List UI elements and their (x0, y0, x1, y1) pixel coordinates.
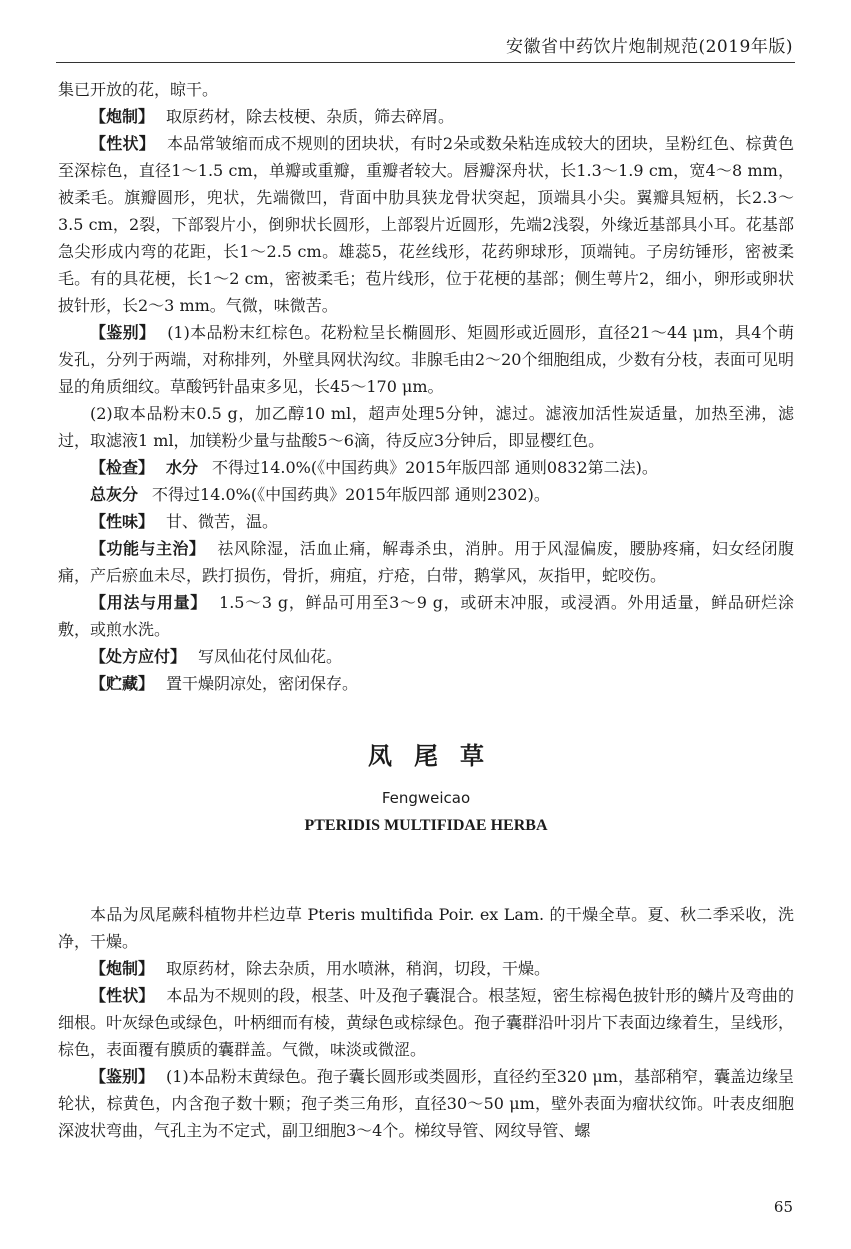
monograph-title-block (58, 739, 794, 837)
section-text: 写凤仙花付凤仙花。 (198, 647, 343, 666)
section-label: 【炮制】 (90, 107, 155, 126)
page-number: 65 (773, 1198, 793, 1216)
section-label: 【性状】 (90, 986, 155, 1005)
section-storage (58, 670, 794, 697)
section-text: 甘、微苦，温。 (166, 512, 279, 531)
section-text: (1)本品粉末黄绿色。孢子囊长圆形或类圆形，直径约至320 μm，基部稍窄，囊盖边缘呈轮状，棕黄色，内含孢子数十颗；孢子类三角形，直径30～50 μm，壁外表面为瘤状纹饰。叶表皮细胞深波状弯曲，气孔主为不定式，副卫细胞3～4个。梯纹导管、网纹导管、螺 (58, 1067, 794, 1140)
section-nature (58, 508, 794, 535)
section-label: 【性状】 (90, 134, 155, 153)
section-inspection (58, 454, 794, 481)
section-text: 祛风除湿，活血止痛，解毒杀虫，消肿。用于风湿偏废，腰胁疼痛，妇女经闭腹痛，产后瘀血未尽，跌打损伤，骨折，痈疽，疔疮，白带，鹅掌风，灰指甲，蛇咬伤。 (58, 539, 794, 585)
section-label: 【贮藏】 (90, 674, 155, 693)
section-processing (58, 103, 794, 130)
section-text: 取原药材，除去枝梗、杂质，筛去碎屑。 (166, 107, 455, 126)
ash-label: 总灰分 (90, 485, 139, 504)
moisture-text: 不得过14.0%(《中国药典》2015年版四部 通则0832第二法)。 (212, 458, 658, 477)
section-text: (1)本品粉末红棕色。花粉粒呈长椭圆形、矩圆形或近圆形，直径21～44 μm，具4个萌发孔，分列于两端，对称排列，外壁具网状沟纹。非腺毛由2～20个细胞组成，少数有分枝，表面可见明显的角质细纹。草酸钙针晶束多见，长45～170 μm。 (58, 323, 794, 396)
section-text: 置干燥阴凉处，密闭保存。 (166, 674, 359, 693)
section-identification-2 (58, 1063, 794, 1144)
section-total-ash (58, 481, 794, 508)
section-text: 本品为不规则的段，根茎、叶及孢子囊混合。根茎短，密生棕褐色披针形的鳞片及弯曲的细根。叶灰绿色或绿色，叶柄细而有棱，黄绿色或棕绿色。孢子囊群沿叶羽片下表面边缘着生，呈线形，棕色，表面覆有膜质的囊群盖。气微，味淡或微涩。 (58, 986, 795, 1059)
section-label: 【用法与用量】 (90, 593, 208, 612)
section-characters (58, 130, 794, 319)
section-label: 【炮制】 (90, 959, 155, 978)
book-title: 安徽省中药饮片炮制规范(2019年版) (505, 37, 793, 57)
identification-item-2: (2)取本品粉末0.5 g，加乙醇10 ml，超声处理5分钟，滤过。滤液加活性炭适量，加热至沸，滤过，取滤液1 ml，加镁粉少量与盐酸5～6滴，待反应3分钟后，即显樱红色。 (58, 404, 794, 450)
moisture-label: 水分 (166, 458, 199, 477)
section-label: 【鉴别】 (90, 323, 156, 342)
section-function (58, 535, 794, 589)
section-prescription (58, 643, 794, 670)
section-text: 本品常皱缩而成不规则的团块状，有时2朵或数朵粘连成较大的团块，呈粉红色、棕黄色至深棕色，直径1～1.5 cm，单瓣或重瓣，重瓣者较大。唇瓣深舟状，长1.3～1.9 cm，宽4～8 mm，被柔毛。旗瓣圆形，兜状，先端微凹，背面中肋具狭龙骨状突起，顶端具小尖。翼瓣具短柄，长2.3～3.5 cm，2裂，下部裂片小，倒卵状长圆形，上部裂片近圆形，先端2浅裂，外缘近基部具小耳。花基部急尖形成内弯的花距，长1～2.5 cm。雄蕊5，花丝线形，花药卵球形，顶端钝。子房纺锤形，密被柔毛。有的具花梗，长1～2 cm，密被柔毛；苞片线形，位于花梗的基部；侧生萼片2，细小，卵形或卵状披针形，长2～3 mm。气微，味微苦。 (58, 134, 794, 315)
monograph-title-cn: 凤尾草 (368, 742, 506, 770)
page-content (58, 76, 794, 1144)
section-label: 【处方应付】 (90, 647, 187, 666)
section-text: 取原药材，除去杂质，用水喷淋，稍润，切段，干燥。 (166, 959, 551, 978)
section-label: 【性味】 (90, 512, 155, 531)
monograph-intro: 本品为凤尾蕨科植物井栏边草 Pteris multifida Poir. ex Lam. 的干燥全草。夏、秋二季采收，洗净，干燥。 (58, 905, 794, 951)
section-label: 【功能与主治】 (90, 539, 206, 558)
section-label: 【鉴别】 (90, 1067, 155, 1086)
monograph-title-pinyin: Fengweicao (381, 789, 471, 807)
section-label: 【检查】 (90, 458, 155, 477)
ash-text: 不得过14.0%(《中国药典》2015年版四部 通则2302)。 (152, 485, 550, 504)
section-usage (58, 589, 794, 643)
section-characters-2 (58, 982, 794, 1063)
section-identification (58, 319, 794, 400)
section-processing-2 (58, 955, 794, 982)
section-text: 1.5～3 g，鲜品可用至3～9 g，或研末冲服，或浸酒。外用适量，鲜品研烂涂敷，或煎水洗。 (58, 593, 794, 639)
running-header (56, 18, 795, 63)
continuation-text: 集已开放的花，晾干。 (58, 80, 219, 99)
monograph-title-latin: PTERIDIS MULTIFIDAE HERBA (304, 817, 548, 834)
